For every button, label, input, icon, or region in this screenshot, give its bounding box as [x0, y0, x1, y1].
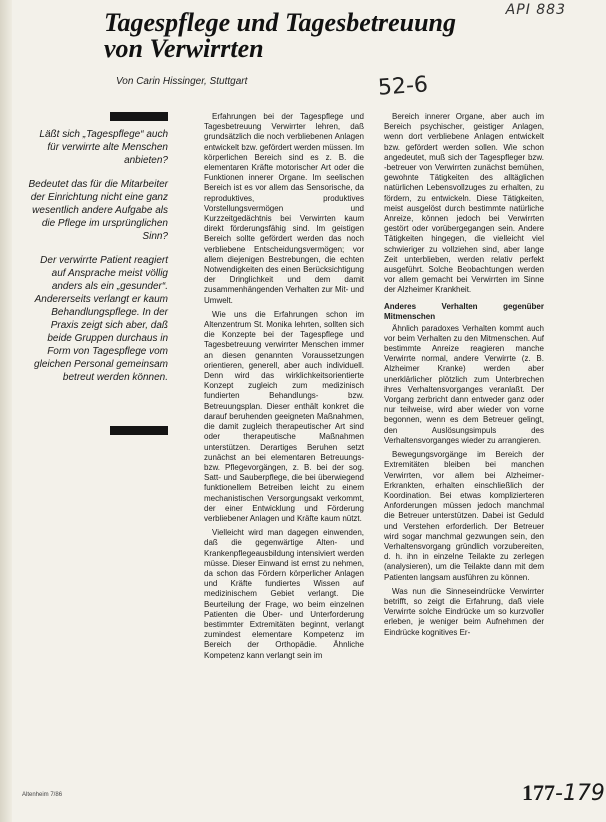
col1-paragraph-3: Vielleicht wird man dagegen einwenden, daß die gegenwärtige Alten- und Krankenpflegeausbildung intensiviert werden müsse. Dieser Einwand ist ernst zu nehmen, da schon das Fördern körperlicher Anlagen und Kräfte fundiertes Wissen auf medizinischem Gebiet verlangt. Die Beurteilung der Frage, wo beim einzelnen Patienten die Über- und Unterforderung bestimmter Extremitäten beginnt, verlangt zumindest elementare Kompetenz im Bereich der Orthopädie. Ähnliche Kompetenz kann verlangt sein im — [204, 528, 364, 660]
intro-question-2: Bedeutet das für die Mitarbeiter der Einrichtung nicht eine ganz wesentlich andere Aufgabe als die Pflege im ursprünglichen Sinn? — [28, 179, 168, 242]
footer-source: Altenheim 7/86 — [22, 792, 63, 798]
text-column-1 — [204, 112, 364, 782]
text-column-2 — [384, 112, 544, 802]
title-line-1: Tagespflege und Tagesbetreuung — [104, 8, 456, 37]
col2-subheading: Anderes Verhalten gegenüber Mitmenschen — [384, 301, 544, 321]
handwritten-annotation-top: API 883 — [505, 2, 566, 18]
byline: Von Carin Hissinger, Stuttgart — [116, 76, 248, 87]
col1-paragraph-1: Erfahrungen bei der Tagespflege und Tagesbetreuung Verwirrter lehren, daß grundsätzlich die noch verbliebenen Anlagen entwickelt bzw. gefördert werden müssen. Im körperlichen Bereich sind es z. B. die elementaren Kräfte motorischer Art oder die Funktionen innerer Organe. Im seelischen Bereich ist es vor allem das Sensorische, da reproduktives, produktives Vorstellungsvermögen und Kurzzeitgedächtnis bei Verwirrten kaum direkt förderungsfähig sind. Im geistigen Bereich sollte gefördert werden das noch verbliebene Entscheidungsvermögen; vor allem diejenigen Bestrebungen, die echten Notwendigkeiten des einen Berücksichtigung der Dringlichkeit und dem damit zusammenhängenden Verhalten zur Mit- und Umwelt. — [204, 112, 364, 305]
page-number-printed: 177 — [522, 780, 555, 805]
intro-column — [28, 128, 168, 395]
col2-paragraph-2: Ähnlich paradoxes Verhalten kommt auch vor beim Verhalten zu den Mitmenschen. Auf bestimmte Anreize reagieren manche Verwirrte normal, andere Verwirrte (z. B. Alzheimer Kranke) werden aber unerklärlicher plötzlich zum Unterbrechen ihres Verhaltensvorganges veranlaßt. Der Vorgang zerbricht dann entweder ganz oder nur teilweise, wird aber wieder von vorne begonnen, wenn es dem Betreuer gelingt, den Auslösungsimpuls des Verhaltensvorganges wieder zu arrangieren. — [384, 323, 544, 445]
handwritten-annotation-number: 52-6 — [377, 72, 429, 101]
col2-paragraph-4: Was nun die Sinneseindrücke Verwirrter betrifft, so zeigt die Erfahrung, daß viele Verwirrte solche Eindrücke um so kurzvoller erleben, je weniger beim Aufnehmen der Eindrücke kognitives Er- — [384, 586, 544, 637]
col1-paragraph-2: Wie uns die Erfahrungen schon im Altenzentrum St. Monika lehrten, sollten sich die Konzepte bei der Tagespflege und Tagesbetreuung verwirrter Menschen immer an diesen genannten Voraussetzungen orientieren, generell, aber auch individuell. Denn wird das wirklichkeitsorientierte Konzept zugleich zum medizinisch fundierten Behandlungs- bzw. Betreuungsplan. Dieser enthält konkret die darauf beruhenden geeigneten Maßnahmen, die damit zugleich therapeutischer Art sind oder therapeutische Maßnahmen unterstützen. Derartiges Beruhen setzt zunächst an bei elementaren Betreuungs- bzw. Pflegevorgängen, z. B. bei der sog. Satt- und Sauberpflege, die bei überwiegend funktionellem Betreiben leicht zu einem mechanistischen Versorgungsakt verkommt, der einer Entwicklung und Förderung verbliebener Anlagen und Kräfte kaum nützt. — [204, 309, 364, 523]
col2-paragraph-3: Bewegungsvorgänge im Bereich der Extremitäten bleiben bei manchen Verwirrten, vor allem bei Alzheimer-Erkrankten, erhalten einschließlich der Koordination. Bei etwas komplizierteren Anforderungen müssen jedoch manchmal die Betreuer unterstützen. Dabei ist Geduld und Verstehen erforderlich. Der Betreuer wird sogar manchmal gezwungen sein, den Verhaltensvorgang gründlich vorzubereiten, d. h. ihn in einzelne Teilakte zu zerlegen (analysieren), um die Teilakte dann mit dem Patienten langsam ausführen zu können. — [384, 450, 544, 582]
title-line-2: von Verwirrten — [104, 34, 264, 63]
page-number-handwritten: -179 — [555, 781, 605, 806]
page-number — [522, 780, 605, 806]
page-edge-shadow — [0, 0, 12, 822]
intro-top-bar — [110, 112, 168, 121]
intro-bottom-bar — [110, 426, 168, 435]
col2-paragraph-1: Bereich innerer Organe, aber auch im Bereich psychischer, geistiger Anlagen, wenn dort verbliebene Anlagen entwickelt bzw. gefördert werden sollen. Wie schon angedeutet, muß sich der Tagespfleger bzw. -betreuer von Verwirrten zunächst bemühen, gewohnte Tätigkeiten des alltäglichen natürlichen Lebensvollzuges zu erhalten, zu fördern, zu entwickeln. Diese Tätigkeiten, meist ausgelöst durch bestimmte natürliche Anreize, können jedoch bei Verwirrten gestört oder vorübergegangen sein. Andere Tätigkeiten hingegen, die vielleicht viel schwieriger zu vollziehen sind, aber lange Zeit unterblieben, werden relativ perfekt ausgeführt. Solche Beobachtungen werden vor allem gemacht bei Verwirrten im Sinne der Alzheimer Krankheit. — [384, 112, 544, 295]
intro-question-1: Läßt sich „Tagespflege“ auch für verwirrte alte Menschen anbieten? — [39, 129, 168, 166]
article-title — [104, 10, 584, 62]
intro-paragraph: Der verwirrte Patient reagiert auf Ansprache meist völlig anders als ein „gesunder“. Andererseits verlangt er kaum Behandlungspflege. In der Praxis zeigt sich aber, daß beide Gruppen durchaus in Form von Tagespflege vom gleichen Personal gemeinsam betreut werden können. — [34, 255, 168, 383]
